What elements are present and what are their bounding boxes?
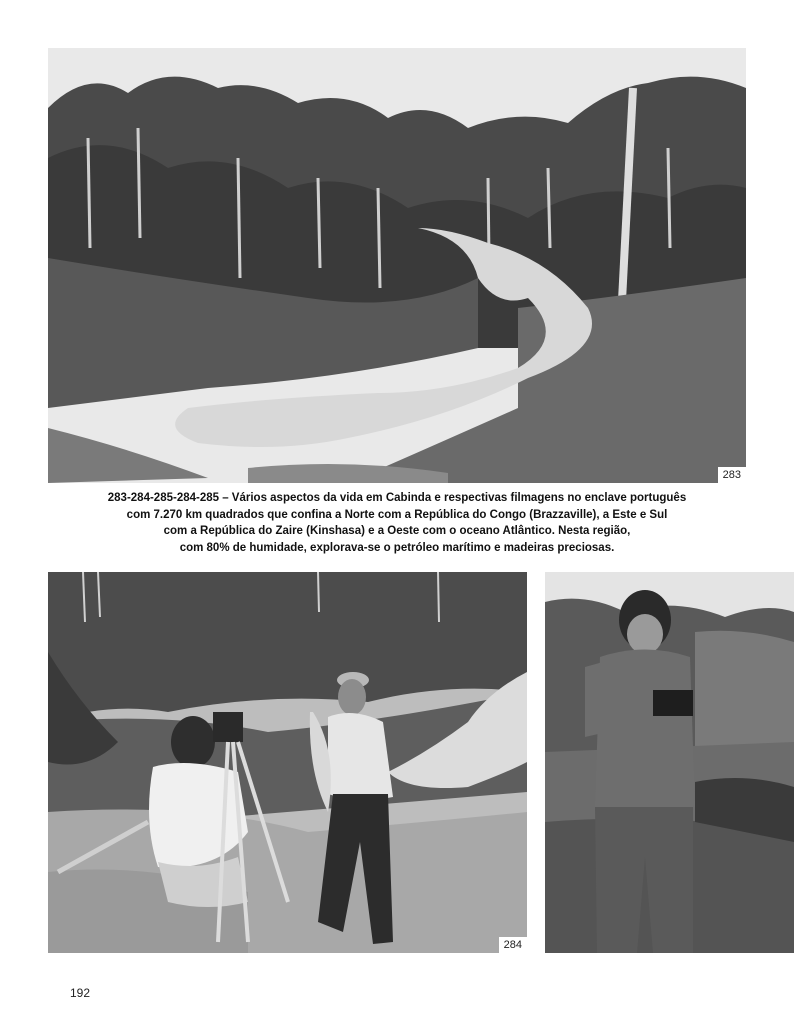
- film-crew-image: [48, 572, 527, 953]
- photo-285-man-with-camera: [545, 572, 794, 953]
- photo-caption: [60, 490, 734, 556]
- photo-number-284: 284: [499, 937, 527, 953]
- photo-number-283: 283: [718, 467, 746, 483]
- caption-line-4: com 80% de humidade, explorava-se o petróleo marítimo e madeiras preciosas.: [179, 541, 615, 554]
- photo-284-film-crew: [48, 572, 527, 953]
- photo-283-river-landscape: [48, 48, 746, 483]
- caption-line-2: com 7.270 km quadrados que confina a Norte com a República do Congo (Brazzaville), a Este e Sul: [126, 508, 668, 521]
- page-number: 192: [70, 986, 91, 1000]
- river-landscape-image: [48, 48, 746, 483]
- man-with-camera-image: [545, 572, 794, 953]
- caption-line-1: 283-284-285-284-285 – Vários aspectos da vida em Cabinda e respectivas filmagens no enclave português: [107, 492, 687, 504]
- caption-line-3: com a República do Zaire (Kinshasa) e a Oeste com o oceano Atlântico. Nesta região,: [163, 525, 631, 537]
